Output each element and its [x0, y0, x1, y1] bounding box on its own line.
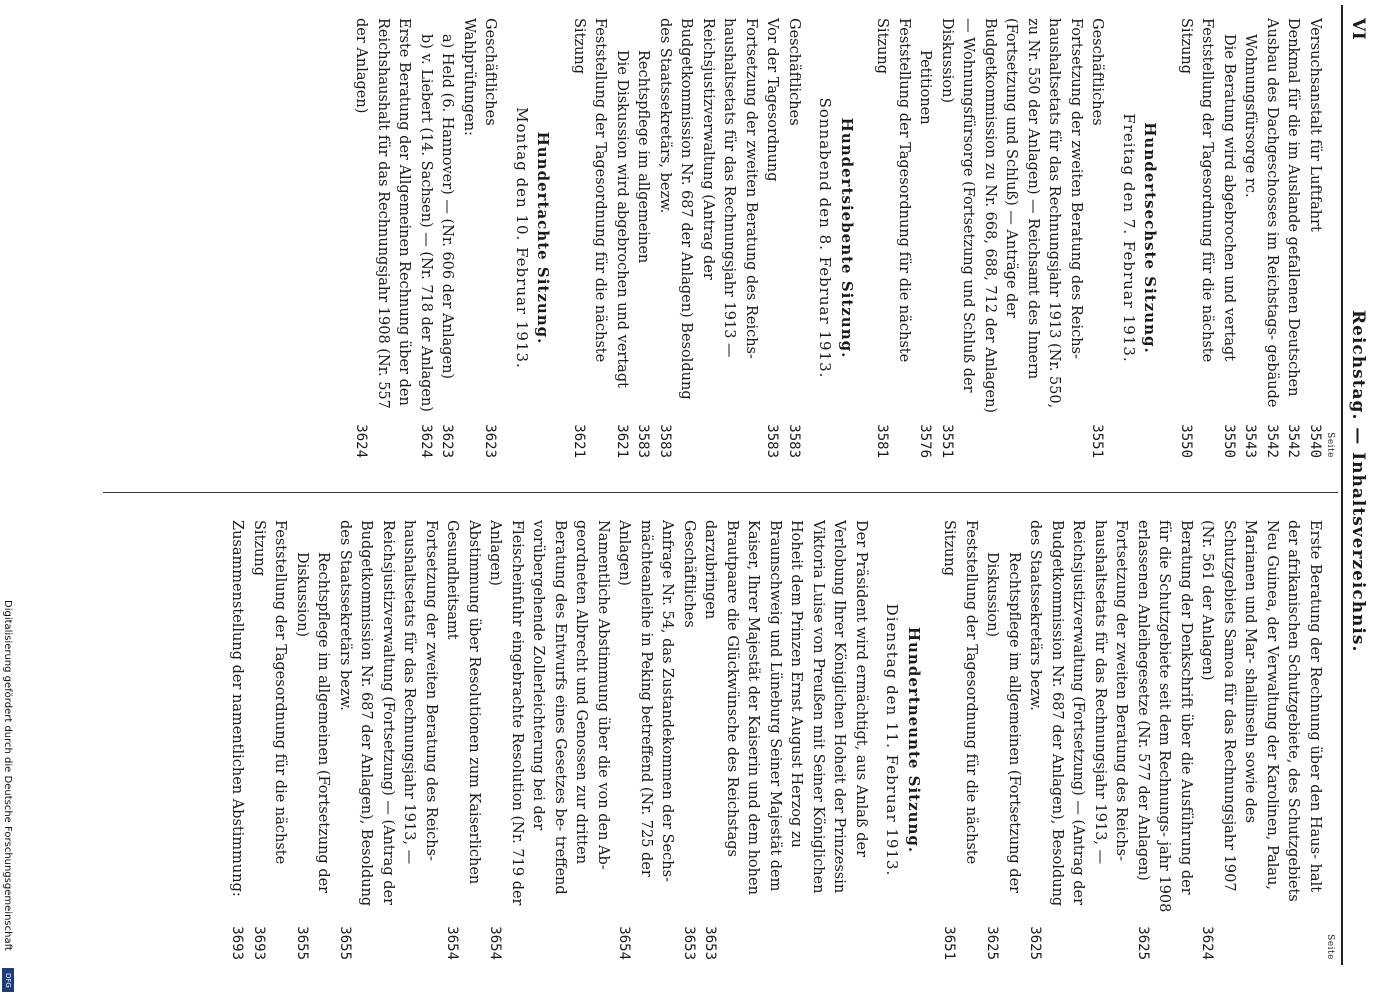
toc-entry-text: Petitionen	[917, 50, 934, 125]
sitzung-date-108: Montag den 10. Februar 1913.	[513, 107, 531, 369]
toc-entry-text: Rechtspflege im allgemeinen	[635, 50, 652, 264]
sitzung-title-107: Hundertsiebente Sitzung.	[838, 117, 856, 359]
toc-entry-text: Der Präsident wird ermächtigt, aus Anlaß der Verlobung Ihrer Königlichen Hoheit der Prinzessin Viktoria Luise von Preußen mit Seiner Königlichen Hoheit dem Prinzen Ernst August Herzog zu Braunschweig und Lüneburg Seiner Majestät dem Kaiser, Ihrer Majestät der Kaiserin und dem hohen Brautpaare die Glückwünsche des Reichstags darzubringen	[702, 520, 869, 895]
toc-entry-text: Feststellung der Tagesordnung für die nächste Sitzung	[571, 18, 609, 363]
toc-entry-page: 3654	[616, 926, 633, 960]
toc-entry-text: Geschäftliches	[482, 18, 499, 126]
credit-text: Digitalisierung gefördert durch die Deutsche Forschungsgemeinschaft	[2, 600, 13, 951]
toc-entry-text: Geschäftliches	[786, 18, 802, 126]
toc-entry-text: Die Diskussion wird abgebrochen und vertagt	[614, 50, 630, 388]
toc-entry-page: 3543	[1242, 424, 1259, 458]
sitzung-date-107: Sonnabend den 8. Februar 1913.	[816, 97, 835, 379]
toc-entry	[613, 520, 678, 960]
toc-entry-text: Beratung der Denkschrift über die Ausführung der für die Schutzgebiete seit dem Rechnungs- jahr 1908 erlassenen Anleihegesetze (Nr. 577 der Anlagen)	[1135, 520, 1194, 913]
toc-entry-page: 3542	[1264, 424, 1280, 458]
toc-entry-text: Vor der Tagesordnung	[764, 18, 781, 182]
toc-entry	[441, 520, 484, 960]
toc-entry-text: Feststellung der Tagesordnung für die nächste Sitzung	[874, 18, 912, 363]
toc-entry	[1218, 18, 1240, 458]
seite-label-left: Seite	[1325, 432, 1335, 458]
toc-entry-text: Die Beratung wird abgebrochen und vertagt	[1221, 34, 1237, 362]
running-title: Reichstag. — Inhaltsverzeichnis.	[1348, 310, 1368, 653]
toc-entry-text: Feststellung der Tagesordnung für die nächste Sitzung	[941, 520, 979, 865]
toc-entry-page: 3655	[294, 926, 310, 960]
toc-entry-page: 3625	[1027, 926, 1044, 960]
toc-entry-page: 3550	[1221, 424, 1237, 458]
toc-entry-page: 3583	[657, 424, 673, 458]
page-header	[1344, 10, 1368, 910]
toc-entry	[1261, 18, 1283, 458]
toc-entry-text: Feststellung der Tagesordnung für die nächste Sitzung	[1178, 18, 1216, 363]
toc-entry	[1175, 18, 1218, 458]
toc-entry	[611, 18, 633, 458]
toc-entry-page: 3693	[251, 926, 267, 960]
toc-entry	[1282, 18, 1304, 458]
right-column	[226, 520, 1335, 960]
toc-entry-page: 3583	[764, 424, 781, 458]
toc-entry-text: Fortsetzung der zweiten Beratung des Reichs- haushaltsetats für das Rechnungsjahr 1913 (Nr. 550, zu Nr. 550 der Anlagen) — Reichsamt des Innern (Fortsetzung und Schluß) — Anträge der Budgetkommission zu Nr. 668, 688, 712 der Anlagen) — Wohnungsfürsorge (Fortsetzung und Schluß der Diskussion)	[939, 18, 1084, 414]
toc-entry	[783, 18, 805, 458]
toc-entry-page: 3623	[439, 424, 456, 458]
toc-entry-page: 3551	[939, 424, 955, 458]
sitzung-title-109: Hundertneunte Sitzung.	[905, 626, 923, 854]
toc-entry	[761, 18, 783, 458]
toc-entry	[568, 18, 611, 458]
toc-entry	[936, 18, 1087, 458]
toc-entry-page: 3621	[571, 424, 587, 458]
sitzung-date-109: Dienstag den 11. Februar 1913.	[883, 603, 902, 877]
toc-entry-page: 3625	[984, 926, 1001, 960]
toc-entry	[678, 520, 700, 960]
page-number: VI	[1348, 18, 1368, 41]
toc-entry	[484, 520, 613, 960]
toc-entry-page: 3551	[1089, 424, 1106, 458]
toc-entry	[1196, 520, 1325, 960]
toc-entry-page: 3651	[941, 926, 958, 960]
toc-entry-page: 3654	[487, 926, 504, 960]
toc-entry	[1086, 18, 1108, 458]
column-divider	[103, 492, 1338, 493]
toc-entry	[415, 18, 437, 458]
left-column	[350, 18, 1335, 458]
toc-entry	[291, 520, 334, 960]
toc-entry-text: Wohnungsfürsorge rc.	[1242, 34, 1259, 198]
toc-entry-text: Geschäftliches	[1089, 18, 1106, 126]
toc-entry	[699, 520, 871, 960]
toc-entry-text: b) v. Liebert (14. Sachsen) — (Nr. 718 der Anlagen)	[418, 34, 434, 412]
toc-entry-text: Abstimmung über Resolutionen zum Kaiserlichen Gesundheitsamt	[444, 520, 482, 885]
toc-entry-page: 3550	[1178, 424, 1194, 458]
toc-entry-page: 3654	[444, 926, 461, 960]
dfg-logo: DFG	[2, 968, 14, 992]
toc-entry-text: Namentliche Abstimmung über die von den Ab- geordneten Albrecht und Genossen zur dritten Beratung des Entwurfs eines Gesetzes be- treffend vorübergehende Zollerleichterung bei der Fleischeinfuhr eingebrachte Resolution (Nr. 719 der Anlagen)	[487, 520, 611, 906]
toc-entry	[226, 520, 248, 960]
toc-entry	[248, 520, 291, 960]
toc-entry-text: Geschäftliches	[681, 520, 697, 628]
toc-entry-page: 3653	[681, 926, 697, 960]
toc-entry-page: 3540	[1307, 424, 1323, 458]
toc-entry	[981, 520, 1024, 960]
toc-entry-page: 3655	[337, 926, 353, 960]
toc-entry-page: 3583	[786, 424, 802, 458]
toc-entry-text: Wahlprüfungen:	[461, 18, 477, 136]
toc-entry-page: 3583	[635, 424, 652, 458]
toc-entry-text: Rechtspflege im allgemeinen (Fortsetzung der Diskussion)	[984, 552, 1022, 894]
toc-entry	[871, 18, 914, 458]
toc-entry-page: 3693	[229, 926, 246, 960]
toc-entry	[334, 520, 442, 960]
toc-entry	[914, 18, 936, 458]
toc-entry-text: Denkmal für die im Auslande gefallenen Deutschen	[1285, 18, 1302, 397]
toc-entry-text: Erste Beratung der Allgemeinen Rechnung über den Reichshaushalt für das Rechnungsjahr 1908 (Nr. 557 der Anlagen)	[353, 18, 413, 409]
toc-entry	[1132, 520, 1197, 960]
toc-entry-page: 3623	[482, 424, 499, 458]
toc-entry-text: Fortsetzung der zweiten Beratung des Reichs- haushaltsetats für das Rechnungsjahr 1913, — Reichsjustizverwaltung (Fortsetzung) — (Antrag der Budgetkommission Nr. 687 der Anlagen), Besoldung des Staatssekretärs bezw.	[1027, 520, 1130, 907]
toc-entry-text: Rechtspflege im allgemeinen (Fortsetzung der Diskussion)	[294, 552, 332, 894]
toc-entry-page: 3624	[353, 424, 370, 458]
toc-entry	[458, 18, 480, 458]
toc-entry-page: 3621	[614, 424, 630, 458]
seite-label-right: Seite	[1325, 934, 1335, 960]
toc-entry-page: 3625	[1135, 926, 1151, 960]
toc-entry-page: 3581	[874, 424, 891, 458]
toc-entry-text: Erste Beratung der Rechnung über den Haus- halt der afrikanischen Schutzgebiete, des Schutzgebiets Neu Guinea, der Verwaltung der Karolinen, Palau, Marianen und Mar- shallinseln sowie des Schutzgebiets Samoa für das Rechnungsjahr 1907 (Nr. 561 der Anlagen)	[1199, 520, 1323, 902]
right-block-1	[938, 520, 1325, 960]
sitzung-date-106: Freitag den 7. Februar 1913.	[1120, 113, 1138, 363]
toc-entry-page: 3576	[917, 424, 934, 458]
toc-entry-text: Zusammenstellung der namentlichen Abstimmung:	[229, 520, 246, 897]
toc-entry-page: 3624	[418, 424, 434, 458]
toc-entry	[1239, 18, 1261, 458]
sitzung-title-108: Hundertachte Sitzung.	[534, 131, 553, 345]
toc-entry	[632, 18, 654, 458]
toc-entry	[1024, 520, 1132, 960]
toc-entry-page: 3542	[1285, 424, 1302, 458]
toc-entry-text: Fortsetzung der zweiten Beratung des Reichs- haushaltsetats für das Rechnungsjahr 1913, — Reichsjustizverwaltung (Fortsetzung) — (Antrag der Budgetkommission Nr. 687 der Anlagen), Besoldung des Staatssekretärs bezw.	[337, 520, 439, 907]
toc-entry-page: 3653	[702, 926, 719, 960]
toc-entry-text: Fortsetzung der zweiten Beratung des Reichs- haushaltsetats für das Rechnungsjahr 1913 — Reichsjustizverwaltung (Antrag der Budgetkommission Nr. 687 der Anlagen) Besoldung des Staatssekretärs, bezw.	[657, 18, 759, 400]
left-block-4	[350, 18, 501, 458]
toc-entry	[1304, 18, 1326, 458]
toc-entry	[938, 520, 981, 960]
sitzung-title-106: Hundertsechste Sitzung.	[1141, 122, 1160, 354]
left-block-1	[1175, 18, 1326, 458]
digitization-credit	[0, 600, 14, 995]
left-block-3	[568, 18, 805, 458]
toc-entry	[350, 18, 415, 458]
toc-entry-text: Feststellung der Tagesordnung für die nächste Sitzung	[251, 520, 289, 865]
toc-entry	[436, 18, 458, 458]
header-rule	[1341, 5, 1343, 965]
toc-entry	[479, 18, 501, 458]
toc-entry-page: 3624	[1199, 926, 1216, 960]
right-block-2	[226, 520, 871, 960]
toc-entry-text: Ausbau des Dachgeschosses im Reichstags- gebäude	[1264, 18, 1280, 408]
toc-entry-text: Versuchsanstalt für Luftfahrt	[1307, 18, 1323, 232]
toc-entry-text: Anfrage Nr. 54, das Zustandekommen der Sechs- mächteanleihe in Peking betreffend (Nr. 725 der Anlagen)	[616, 520, 676, 882]
toc-entry-text: a) Held (6. Hannover) — (Nr. 606 der Anlagen)	[439, 34, 456, 380]
toc-entry	[654, 18, 762, 458]
left-block-2	[871, 18, 1108, 458]
